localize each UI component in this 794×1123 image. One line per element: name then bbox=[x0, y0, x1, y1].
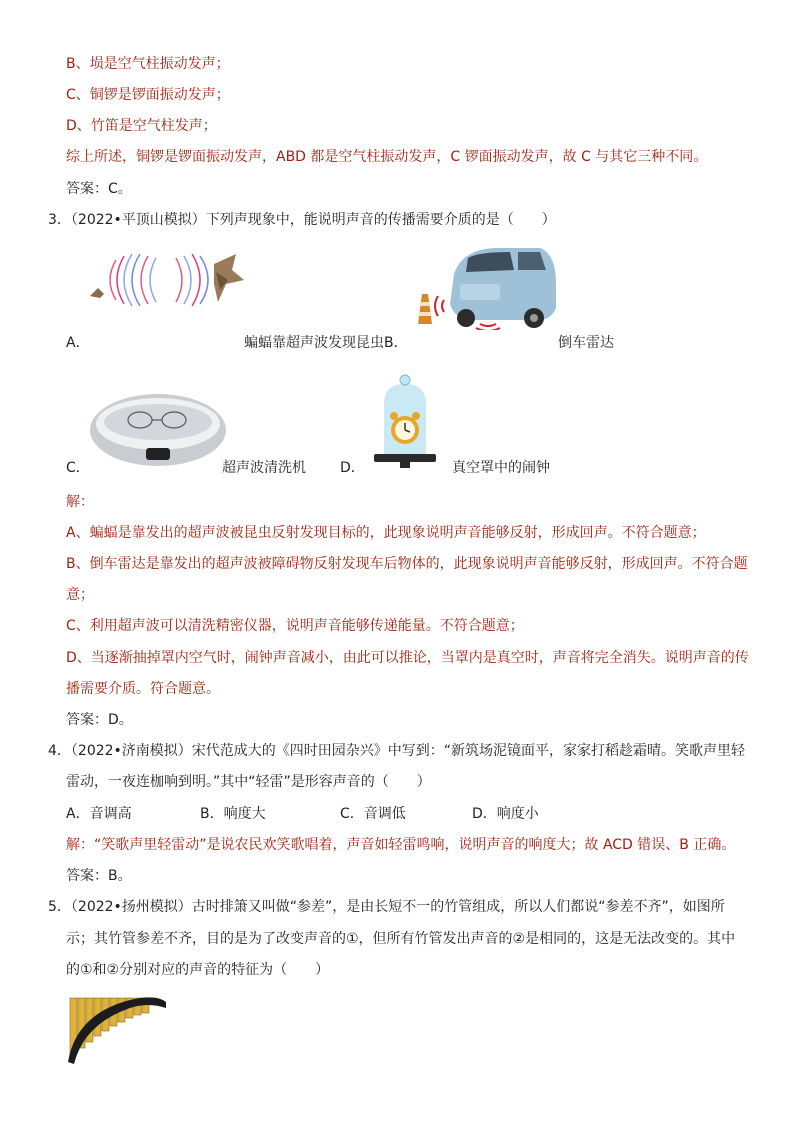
q3-solution-d1: D、当逐渐抽掉罩内空气时，闹钟声音减小，由此可以推论，当罩内是真空时，声音将完全消失。说明声音的传 bbox=[66, 650, 749, 666]
q5-stem-line1: 5．（2022•扬州模拟）古时排箫又叫做“参差”，是由长短不一的竹管组成，所以人们都说“参差不齐”，如图所 bbox=[48, 899, 725, 915]
q4-option-b: B．响度大 bbox=[200, 806, 266, 822]
prev-answer: 答案：C。 bbox=[66, 181, 132, 197]
car-reverse-radar-image bbox=[410, 244, 560, 330]
q3-option-c-caption: 超声波清洗机 bbox=[222, 460, 306, 476]
ultrasonic-cleaner-image bbox=[88, 390, 228, 470]
prev-solution-b: B、埙是空气柱振动发声； bbox=[66, 56, 230, 72]
q5-stem-line3: 的①和②分别对应的声音的特征为（ ） bbox=[66, 962, 330, 978]
q3-option-d-letter: D． bbox=[340, 460, 365, 476]
q4-option-d: D．响度小 bbox=[472, 806, 539, 822]
prev-solution-d: D、竹笛是空气柱发声； bbox=[66, 118, 217, 134]
q3-solution-c: C、利用超声波可以清洗精密仪器，说明声音能够传递能量。不符合题意； bbox=[66, 618, 524, 634]
q3-solution-b2: 意； bbox=[66, 587, 94, 603]
q4-stem-line2: 雷动，一夜连枷响到明。”其中“轻雷”是形容声音的（ ） bbox=[66, 774, 431, 790]
panpipe-image bbox=[66, 992, 170, 1064]
q3-option-b-caption: 倒车雷达 bbox=[558, 335, 614, 351]
q3-answer: 答案：D。 bbox=[66, 712, 133, 728]
q3-option-d-caption: 真空罩中的闹钟 bbox=[452, 460, 550, 476]
q4-option-c: C．音调低 bbox=[340, 806, 406, 822]
q3-stem: 3．（2022•平顶山模拟）下列声现象中，能说明声音的传播需要介质的是（ ） bbox=[48, 212, 556, 228]
q3-solution-b1: B、倒车雷达是靠发出的超声波被障碍物反射发现车后物体的，此现象说明声音能够反射，形成回声。不符合题 bbox=[66, 556, 748, 572]
bat-echolocation-image bbox=[86, 250, 246, 310]
q3-solution-d2: 播需要介质。符合题意。 bbox=[66, 681, 220, 697]
q3-solution-a: A、蝙蝠是靠发出的超声波被昆虫反射发现目标的，此现象说明声音能够反射，形成回声。不符合题意； bbox=[66, 525, 706, 541]
q3-option-b-letter: B． bbox=[384, 335, 408, 351]
q3-option-a-caption: 蝙蝠靠超声波发现昆虫 bbox=[244, 335, 384, 351]
prev-solution-summary: 综上所述，铜锣是锣面振动发声，ABD 都是空气柱振动发声，C 锣面振动发声，故 C 与其它三种不同。 bbox=[66, 149, 708, 165]
q4-option-a: A．音调高 bbox=[66, 806, 132, 822]
bell-jar-alarm-clock-image bbox=[372, 374, 438, 470]
q4-answer: 答案：B。 bbox=[66, 868, 132, 884]
q3-solution-label: 解： bbox=[66, 494, 94, 510]
q5-stem-line2: 示；其竹管参差不齐，目的是为了改变声音的①，但所有竹管发出声音的②是相同的，这是无法改变的。其中 bbox=[66, 931, 736, 947]
q3-option-c-letter: C． bbox=[66, 460, 90, 476]
q4-stem-line1: 4．（2022•济南模拟）宋代范成大的《四时田园杂兴》中写到：“新筑场泥镜面平，家家打稻趁霜晴。笑歌声里轻 bbox=[48, 743, 746, 759]
q3-option-a-letter: A． bbox=[66, 335, 90, 351]
prev-solution-c: C、铜锣是锣面振动发声； bbox=[66, 87, 230, 103]
q4-solution: 解：“笑歌声里轻雷动”是说农民欢笑歌唱着，声音如轻雷鸣响，说明声音的响度大；故 ACD 错误、B 正确。 bbox=[66, 837, 736, 853]
